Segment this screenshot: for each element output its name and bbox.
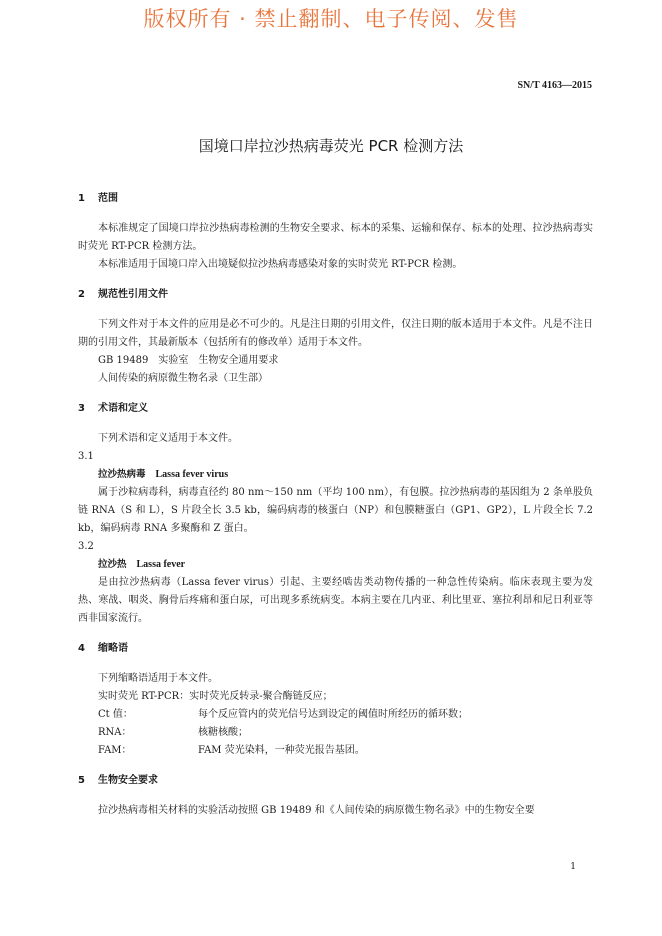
term-3-1-number: 3.1 (78, 451, 94, 462)
section-5-heading: 5 生物安全要求 (78, 775, 158, 786)
document-number: SN/T 4163—2015 (517, 80, 592, 91)
term-3-2-title: 拉沙热 Lassa fever (98, 559, 186, 570)
section-4-heading: 4 缩略语 (78, 643, 128, 654)
page-number: 1 (570, 862, 576, 872)
reference-gb19489: GB 19489 实验室 生物安全通用要求 (98, 355, 279, 366)
section-4-paragraph-1: 下列缩略语适用于本文件。 (98, 673, 218, 684)
section-1-paragraph-2: 本标准适用于国境口岸入出境疑似拉沙热病毒感染对象的实时荧光 RT-PCR 检测。 (98, 259, 463, 270)
section-5-paragraph-1: 拉沙热病毒相关材料的实验活动按照 GB 19489 和《人间传染的病原微生物名录》中的生物安全要 (98, 805, 535, 816)
abbreviation-row: FAM： FAM 荧光染料，一种荧光报告基团。 (98, 745, 365, 756)
section-3-paragraph-1: 下列术语和定义适用于本文件。 (98, 433, 238, 444)
term-3-1-title: 拉沙热病毒 Lassa fever virus (98, 469, 229, 480)
term-3-2-definition: 是由拉沙热病毒（Lassa fever virus）引起、主要经啮齿类动物传播的一种急性传染病。临床表现主要为发热、寒战、咽炎、胸骨后疼痛和蛋白尿，可出现多系统病变。本病主要在几内亚、利比里亚、塞拉利昂和尼日利亚等西非国家流行。 (78, 577, 593, 624)
section-3-heading: 3 术语和定义 (78, 403, 148, 414)
page-title: 国境口岸拉沙热病毒荧光 PCR 检测方法 (198, 137, 464, 155)
copyright-banner: 版权所有 · 禁止翻制、电子传阅、发售 (143, 7, 519, 31)
section-1-heading: 1 范围 (78, 193, 118, 204)
abbreviation-row: Ct 值： 每个反应管内的荧光信号达到设定的阈值时所经历的循环数； (98, 709, 468, 720)
abbreviation-row: RNA： 核糖核酸； (98, 727, 248, 738)
reference-pathogen-list: 人间传染的病原微生物名录（卫生部） (98, 373, 268, 384)
term-3-2-number: 3.2 (78, 541, 94, 552)
abbreviation-rt-pcr: 实时荧光 RT-PCR：实时荧光反转录-聚合酶链反应； (98, 691, 333, 702)
section-2-heading: 2 规范性引用文件 (78, 289, 168, 300)
document-body (78, 190, 593, 820)
term-3-1-definition: 属于沙粒病毒科，病毒直径约 80 nm～150 nm（平均 100 nm），有包膜。拉沙热病毒的基因组为 2 条单股负链 RNA（S 和 L），S 片段全长 3.5 kb，编码病毒的核蛋白（NP）和包膜糖蛋白（GP1、GP2），L 片段全长 7.2 kb，编码病毒 RNA 多聚酶和 Z 蛋白。 (78, 487, 593, 534)
section-2-paragraph-1: 下列文件对于本文件的应用是必不可少的。凡是注日期的引用文件，仅注日期的版本适用于本文件。凡是不注日期的引用文件，其最新版本（包括所有的修改单）适用于本文件。 (78, 319, 593, 348)
section-1-paragraph-1: 本标准规定了国境口岸拉沙热病毒检测的生物安全要求、标本的采集、运输和保存、标本的处理、拉沙热病毒实时荧光 RT-PCR 检测方法。 (78, 223, 593, 252)
